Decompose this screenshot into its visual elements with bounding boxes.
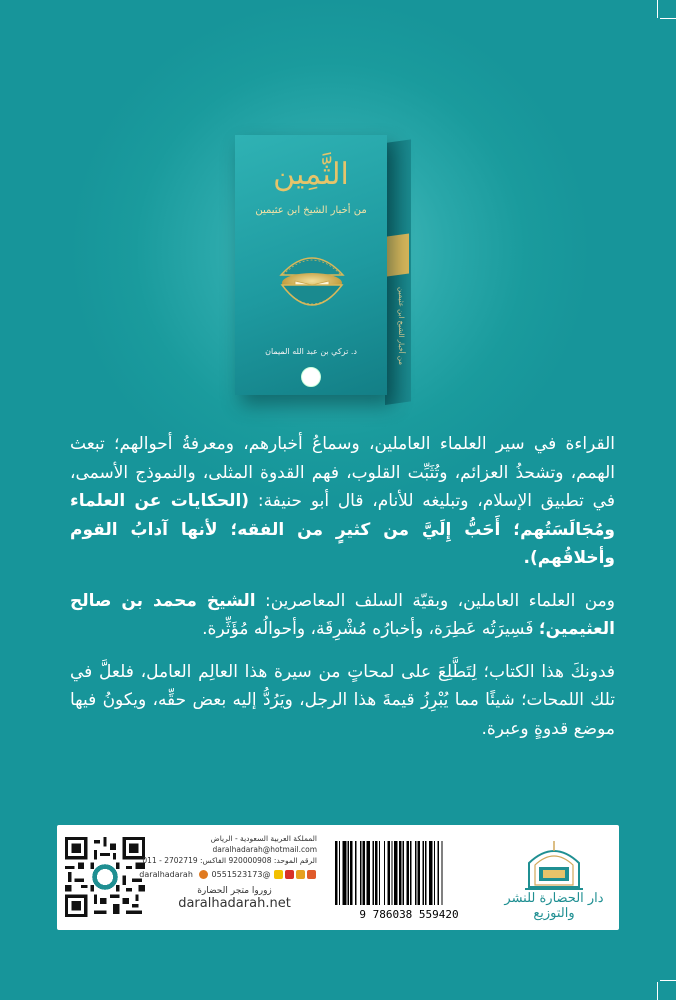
whatsapp-number: 0551523173: [211, 870, 263, 879]
paragraph-1-text: القراءة في سير العلماء العاملين، وسماعُ أخبارهم، ومعرفةُ أحوالهم؛ تبعث الهمم، وتشحذُ العزائم، وتُثَبِّت القلوب، فهم القدوة المثلى، والنموذج الأسمى، في تطبيق الإسلام، وتبليغه للأنام، قال أبو حنيفة:: [70, 434, 615, 511]
book-author: د. تركي بن عبد الله الميمان: [265, 347, 357, 356]
publisher-logo: [495, 837, 613, 921]
paragraph-2-text-end: فَسِيرَتُه عَطِرَة، وأخبارُه مُشْرِقَة، وأحوالُه مُؤَثِّرة.: [202, 619, 539, 639]
book-front-cover: [235, 135, 387, 395]
snapchat-icon: [274, 870, 283, 879]
book-subtitle: من أخبار الشيخ ابن عثيمين: [255, 205, 367, 216]
social-handle: @daralhadarah: [139, 870, 271, 879]
footer-panel: [57, 825, 619, 930]
crop-mark: [657, 982, 658, 1000]
social-row: [139, 868, 317, 882]
store-label: زوروا متجر الحضارة: [197, 886, 272, 896]
twitter-icon: [296, 870, 305, 879]
abu-hanifa-quote: (الحكايات عن العلماء ومُجَالَسَتُهم؛ أَحَبُّ إِلَيَّ من كثيرٍ من الفقه؛ لأنها آدابُ القوم وأخلاقُهم).: [70, 491, 615, 568]
whatsapp-icon: [199, 870, 208, 879]
paragraph-2: [70, 587, 615, 644]
phone-fax-text: الرقم الموحد: 920000908 الفاكس: 2702719 - 011: [142, 856, 317, 865]
location-text: المملكة العربية السعودية - الرياض: [210, 834, 317, 843]
contact-info: [139, 833, 317, 911]
sheikh-name: الشيخ محمد بن صالح العثيمين؛: [70, 590, 615, 639]
open-globe-book-icon: [275, 245, 349, 315]
paragraph-2-text: ومن العلماء العاملين، وبقيّة السلف المعاصرين:: [255, 590, 615, 611]
book-title: الثَّمِين: [273, 157, 349, 192]
paragraph-3: فدونكَ هذا الكتاب؛ لِتَطَّلِعَ على لمحاتٍ من سيرة هذا العالِم العامل، فلعلَّ في تلك اللمحات؛ شيئًا مما يُبْرِزُ قيمةَ هذا الرجل، ويَرُدُّ إليه بعض حقِّه، ويكونُ فيها موضع قدوةٍ وعبرة.: [70, 661, 615, 739]
youtube-icon: [285, 870, 294, 879]
book-spine-title: من أخبار الشيخ ابن عثيمين: [397, 287, 405, 365]
crop-mark: [657, 0, 658, 18]
qr-code-icon: [65, 837, 145, 917]
publisher-emblem-icon: [495, 837, 613, 893]
book-mockup: [215, 115, 425, 415]
instagram-icon: [307, 870, 316, 879]
isbn-number: 9 786038 559420: [359, 908, 459, 921]
crop-mark: [660, 18, 676, 19]
email-text: daralhadarah@hotmail.com: [212, 845, 317, 854]
paragraph-1: [70, 430, 615, 573]
crop-mark: [660, 980, 676, 981]
publisher-name: دار الحضارة للنشر والتوزيع: [504, 891, 604, 921]
website-text: daralhadarah.net: [178, 896, 291, 911]
publisher-logo-small: [301, 367, 321, 387]
back-cover-text: [70, 430, 615, 757]
isbn-barcode: [329, 839, 489, 921]
